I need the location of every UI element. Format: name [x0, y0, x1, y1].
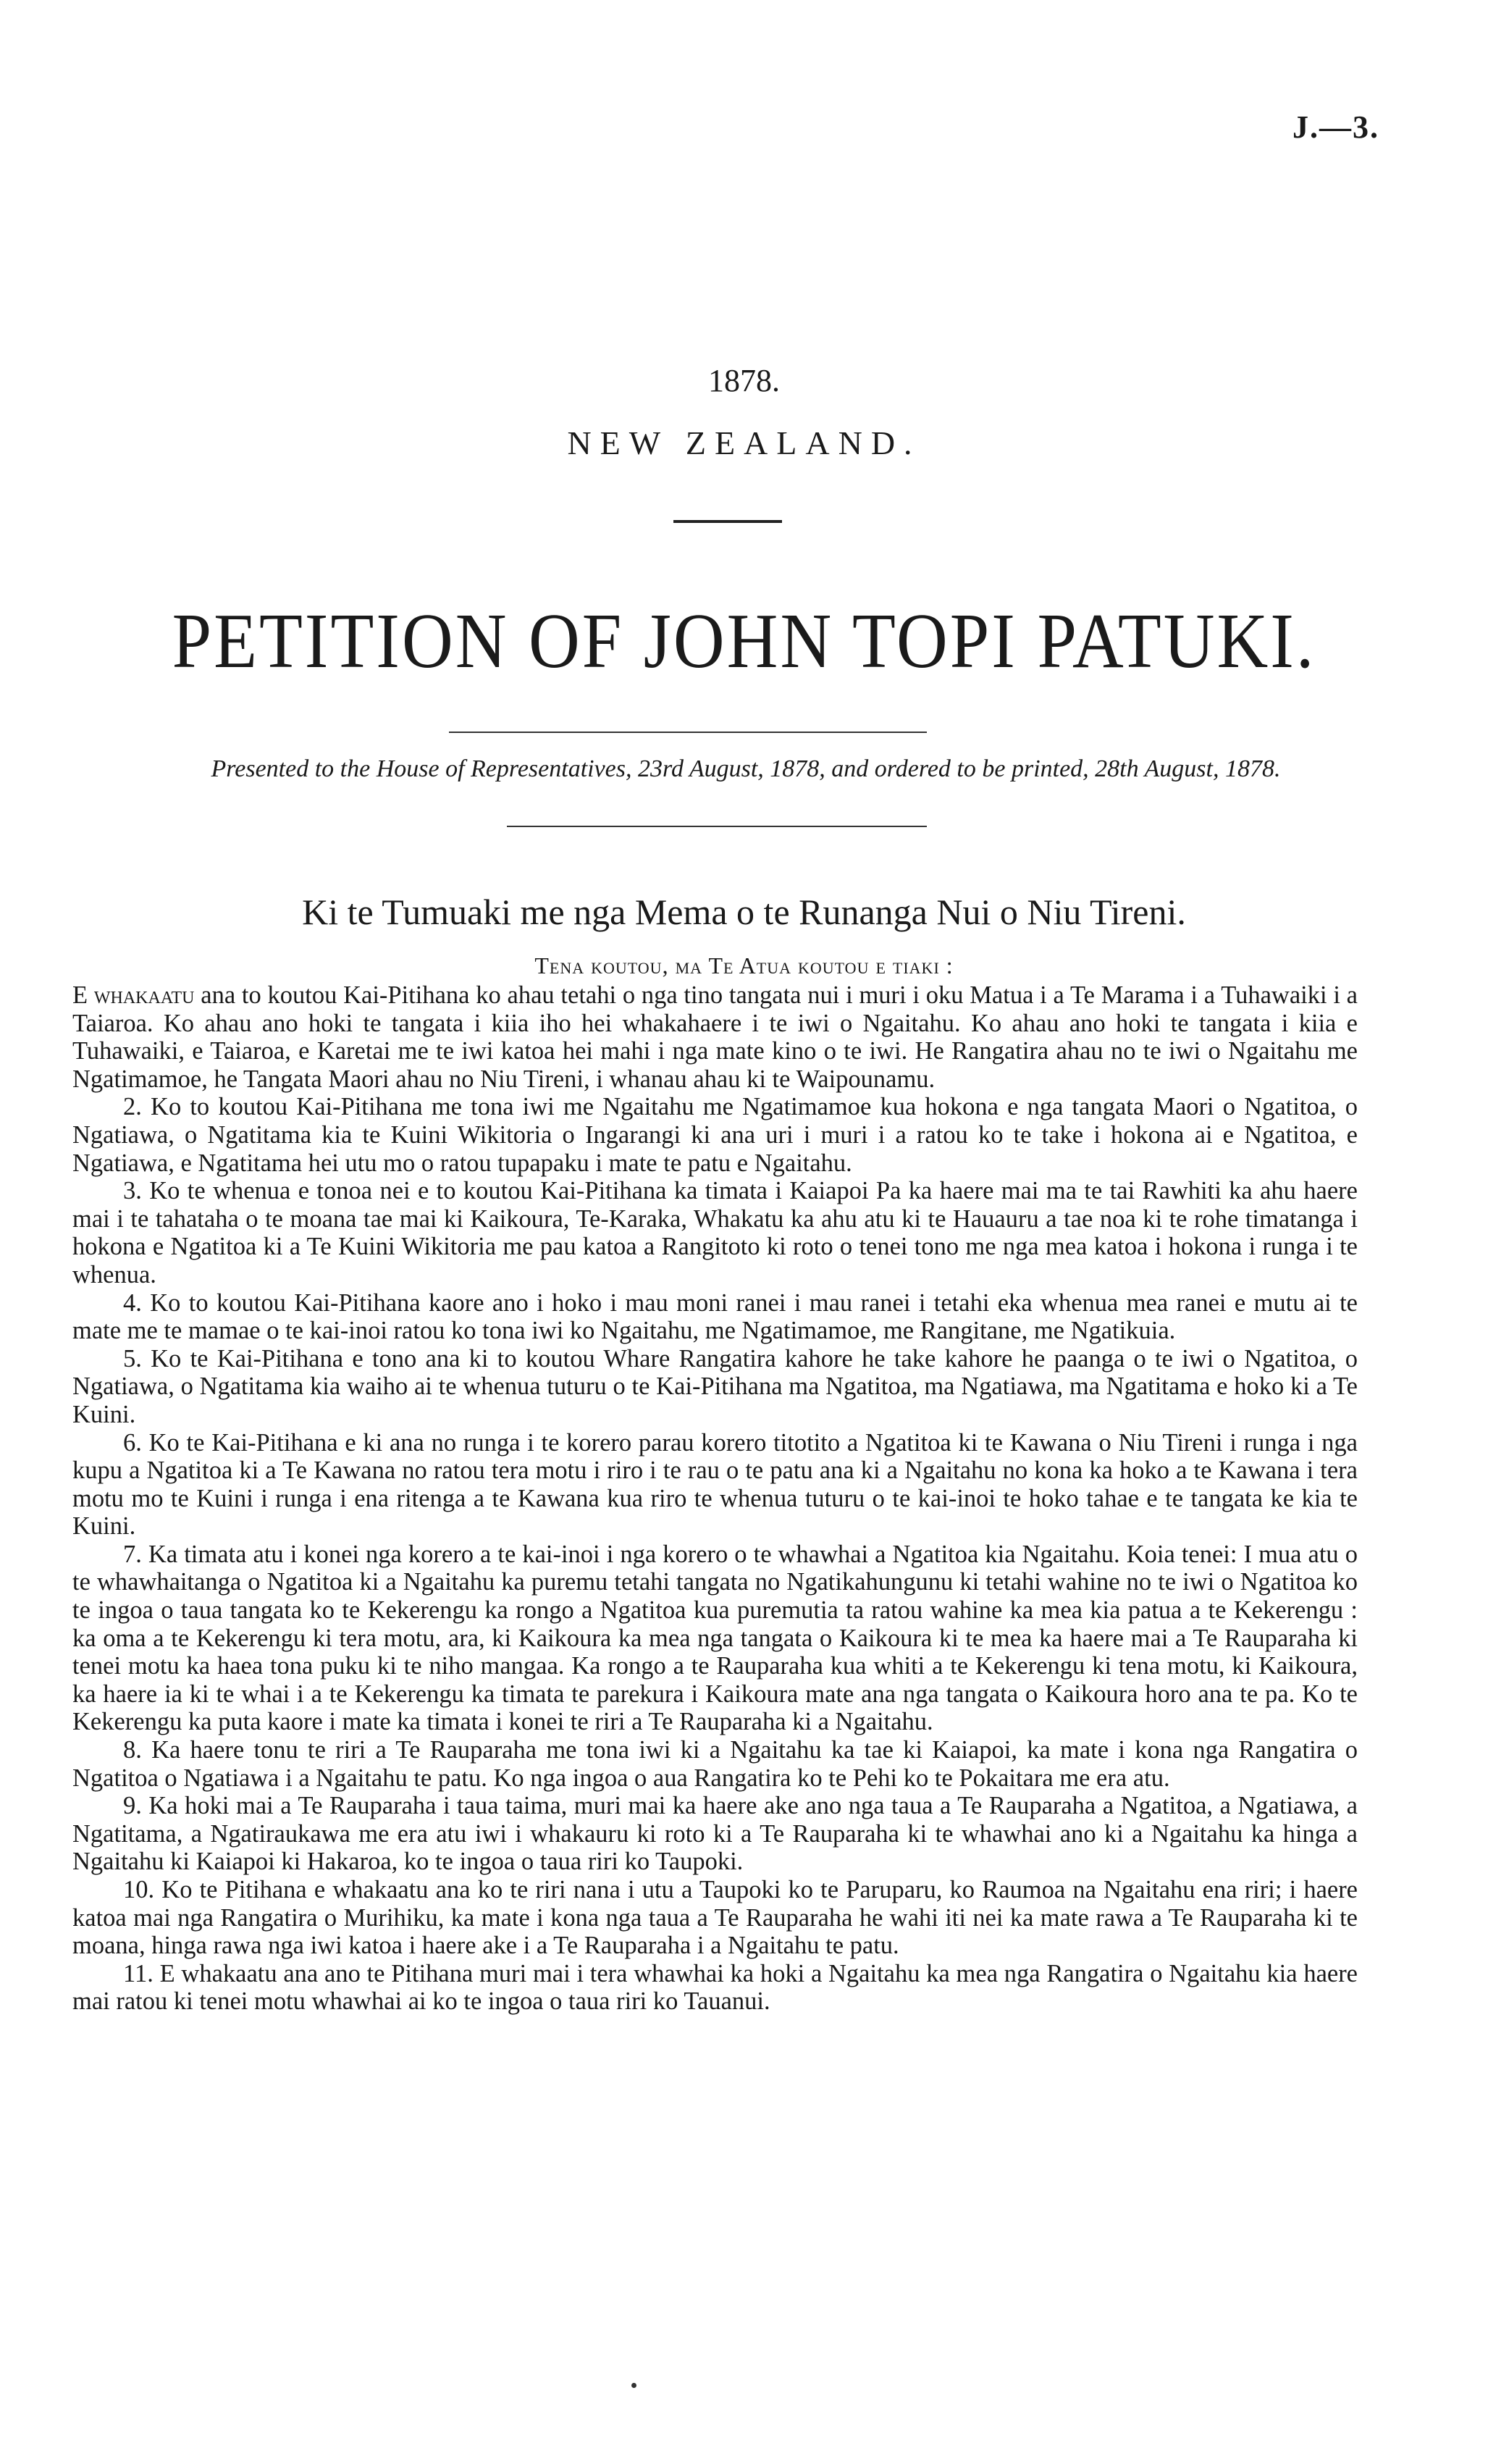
paragraph: 9. Ka hoki mai a Te Rauparaha i taua taima, muri mai ka haere ake ano nga taua a Te Rauparaha a Ngatitoa, a Ngatiawa, a Ngatitama, a Ngatiraukawa me era atu iwi i whakauru ki roto ki a Te Rauparaha ki te whawhai ano ki a Ngaitahu ka hinga a Ngaitahu ki Kaiapoi ki Hakaroa, ko te ingoa o taua riri ko Taupoki. — [72, 1792, 1358, 1876]
paragraph: 3. Ko te whenua e tonoa nei e to koutou Kai-Pitihana ka timata i Kaiapoi Pa ka haere mai ma te tai Rawhiti ka ahu haere mai i te tahataha o te moana tae mai ki Kaikoura, Te-Karaka, Whakatu ka ahu atu ki te Hauauru a tae noa ki te rohe timatanga i hokona e Ngatitoa ki a Te Kuini Wikitoria me pau katoa a Rangitoto ki roto o tenei tono me nga mea katoa i hokona i runga i te whenua. — [72, 1177, 1358, 1288]
divider-rule — [449, 732, 927, 733]
page-reference: J.—3. — [1292, 109, 1379, 145]
paragraph: 8. Ka haere tonu te riri a Te Rauparaha me tona iwi ki a Ngaitahu ka tae ki Kaiapoi, ka mate i kona nga Rangatira o Ngatitoa o Ngatiawa i a Ngaitahu te patu. Ko nga ingoa o aua Rangatira ko te Pehi ko te Pokaitara me era atu. — [72, 1736, 1358, 1792]
petition-body — [72, 981, 1358, 2016]
presented-note: Presented to the House of Representatives, 23rd August, 1878, and ordered to be printed, 28th August, 1878. — [211, 755, 1281, 782]
year: 1878. — [708, 363, 780, 398]
paragraph: 5. Ko te Kai-Pitihana e tono ana ki to koutou Whare Rangatira kahore he take kahore he paanga o te iwi o Ngatitoa, o Ngatiawa, o Ngatitama kia waiho ai te whenua tuturu o te Kai-Pitihana ma Ngatitoa, ma Ngatiawa, ma Ngatitama e hoko ki a Te Kuini. — [72, 1344, 1358, 1428]
paragraph: 6. Ko te Kai-Pitihana e ki ana no runga i te korero parau korero titotito a Ngatitoa ki te Kawana o Niu Tireni i runga i nga kupu a Ngatitoa ki a Te Kawana no ratou tera motu i riro i te rau o te patu ana ki a Ngaitahu no kona ka hoko a te Kawana i tera motu mo te Kuini i runga i ena ritenga a te Kawana kua riro te whenua tuturu o te kai-inoi te hoko tahae e te tangata ke kia te Kuini. — [72, 1428, 1358, 1541]
paragraph-1: E whakaatu ana to koutou Kai-Pitihana ko ahau tetahi o nga tino tangata nui i muri i oku Matua i a Te Marama i a Tuhawaiki i a Taiaroa. Ko ahau ano hoki te tangata i kiia iho hei whakahaere i te iwi o Ngaitahu. Ko ahau ano hoki te tangata i kiia e Tuhawaiki, e Taiaroa, e Karetai me te iwi katoa hei mahi i nga mate kino o te iwi. He Rangatira ahau no te iwi o Ngaitahu me Ngatimamoe, he Tangata Maori ahau no Niu Tireni, i whanau ahau ki te Waipounamu. — [72, 981, 1358, 1093]
paragraph: 2. Ko to koutou Kai-Pitihana me tona iwi me Ngaitahu me Ngatimamoe kua hokona e nga tangata Maori o Ngatitoa, o Ngatiawa, o Ngatitama kia te Kuini Wikitoria o Ingarangi ki ana uri i muri i a ratou ko te take i hokona ai e Ngatitoa, e Ngatiawa, e Ngatitama hei utu mo o ratou tupapaku i mate te patu e Ngaitahu. — [72, 1093, 1358, 1177]
paragraph: 11. E whakaatu ana ano te Pitihana muri mai i tera whawhai ka hoki a Ngaitahu ka mea nga Rangatira o Ngaitahu kia haere mai ratou ki tenei motu whawhai ai ko te ingoa o taua riri ko Tauanui. — [72, 1959, 1358, 2016]
opening-word: E whakaatu — [72, 981, 195, 1009]
paragraph: 7. Ka timata atu i konei nga korero a te kai-inoi i nga korero o te whawhai a Ngatitoa kia Ngaitahu. Koia tenei: I mua atu o te whawhaitanga o Ngatitoa ki a Ngaitahu ka puremu tetahi tangata no Ngatikahungunu ki tetahi wahine no te iwi o Ngatitoa ko te ingoa o taua tangata ko te Kekerengu ka rongo a Ngatitoa kua puremutia ta ratou wahine ka mea kia patua a te Kekerengu : ka oma a te Kekerengu ki tera motu, ara, ki Kaikoura ka mea nga tangata o Kaikoura ki te mea ka haere mai a Te Rauparaha ki tenei motu ka haea tona puku ki te niho mangaa. Ka rongo a te Rauparaha kua whiti a te Kekerengu ki tena motu, ki Kaikoura, ka haere ia ki te whai i a te Kekerengu ka timata te parekura i Kaikoura mate ana nga tangata o Kaikoura horo ana te pa. Ko te Kekerengu ka puta kaore i mate ka timata i konei te riri a Te Rauparaha ki a Ngaitahu. — [72, 1540, 1358, 1736]
divider-rule — [507, 826, 927, 827]
letter-address: Ki te Tumuaki me nga Mema o te Runanga Nui o Niu Tireni. — [302, 892, 1186, 932]
paragraph: 10. Ko te Pitihana e whakaatu ana ko te riri nana i utu a Taupoki ko te Paruparu, ko Raumoa na Ngaitahu ena riri; i haere katoa mai nga Rangatira o Murihiku, ka mate i kona nga taua a Te Rauparaha he wahi iti nei ka mate rawa a Te Rauparaha ki te moana, hinga rawa nga iwi katoa i haere ake i a Te Rauparaha i a Ngaitahu te patu. — [72, 1876, 1358, 1960]
paragraph: 4. Ko to koutou Kai-Pitihana kaore ano i hoko i mau moni ranei i mau ranei i tetahi eka whenua mea ranei e mutu ai te mate me te mamae o te kai-inoi ratou ko tona iwi ko Ngaitahu, me Ngatimamoe, me Rangitane, me Ngatikuia. — [72, 1288, 1358, 1345]
divider-rule — [673, 520, 782, 523]
print-mark — [631, 2383, 636, 2388]
document-title: PETITION OF JOHN TOPI PATUKI. — [172, 598, 1316, 685]
country-heading: NEW ZEALAND. — [567, 424, 921, 461]
salutation: Tena koutou, ma Te Atua koutou e tiaki : — [534, 952, 954, 979]
